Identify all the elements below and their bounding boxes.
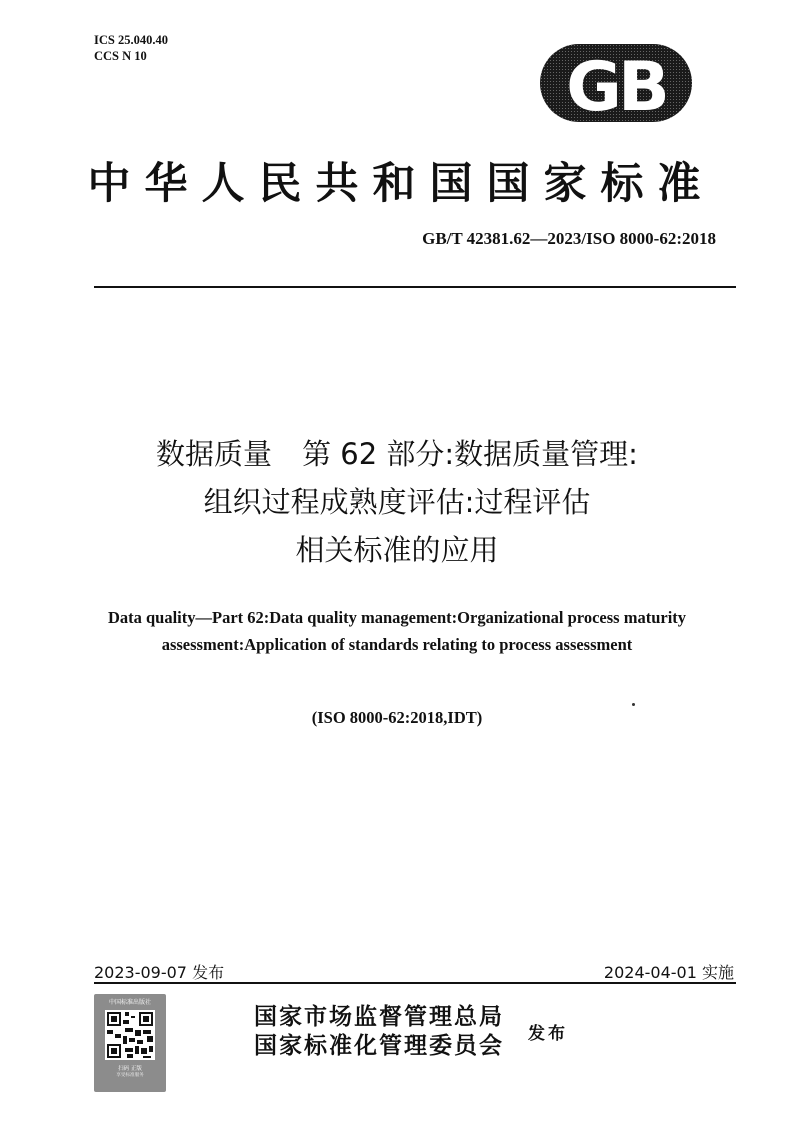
- gb-logo-graphic: [540, 44, 692, 122]
- chinese-title: [0, 430, 794, 574]
- header-divider: [94, 286, 736, 288]
- anti-counterfeit-stamp: [94, 994, 166, 1092]
- iso-reference: (ISO 8000-62:2018,IDT): [311, 708, 483, 727]
- chinese-title-line-1: [0, 430, 794, 478]
- chinese-title-line-1a: 数据质量: [156, 437, 273, 471]
- issue-date: 2023-09-07 发布: [94, 963, 225, 982]
- english-title: [0, 604, 794, 658]
- publishing-organizations: [254, 1002, 504, 1060]
- publisher-samr: 国家市场监督管理总局: [254, 1003, 504, 1030]
- standard-number: GB/T 42381.62—2023/ISO 8000-62:2018: [422, 229, 716, 248]
- footer-divider: [94, 982, 736, 984]
- ics-code: ICS 25.040.40: [94, 33, 168, 47]
- implementation-date: 2024-04-01 实施: [603, 963, 734, 982]
- issue-label: 发布: [528, 1024, 568, 1044]
- chinese-title-line-3: 相关标准的应用: [295, 533, 499, 567]
- qr-code[interactable]: [105, 1010, 155, 1060]
- classification-codes: [94, 32, 168, 64]
- publisher-sac: 国家标准化管理委员会: [254, 1032, 504, 1059]
- scan-speck: [632, 703, 635, 706]
- ccs-code: CCS N 10: [94, 49, 147, 63]
- english-title-line-2: assessment:Application of standards relating to process assessment: [161, 635, 633, 654]
- gb-logo-text: GB: [566, 48, 666, 122]
- national-standard-title: 中华人民共和国国家标准: [87, 159, 715, 209]
- chinese-title-line-2: 组织过程成熟度评估:过程评估: [203, 485, 591, 519]
- qr-code-icon: [105, 1010, 155, 1060]
- stamp-service-text: 享受标准服务: [116, 1073, 144, 1078]
- gb-logo: [540, 44, 692, 122]
- stamp-publisher: 中国标准出版社: [108, 999, 151, 1006]
- english-title-line-1: Data quality—Part 62:Data quality management:Organizational process maturity: [107, 608, 687, 627]
- stamp-scan-text: 扫码 正版: [118, 1066, 142, 1072]
- chinese-title-line-1b: 第 62 部分:数据质量管理:: [302, 437, 638, 471]
